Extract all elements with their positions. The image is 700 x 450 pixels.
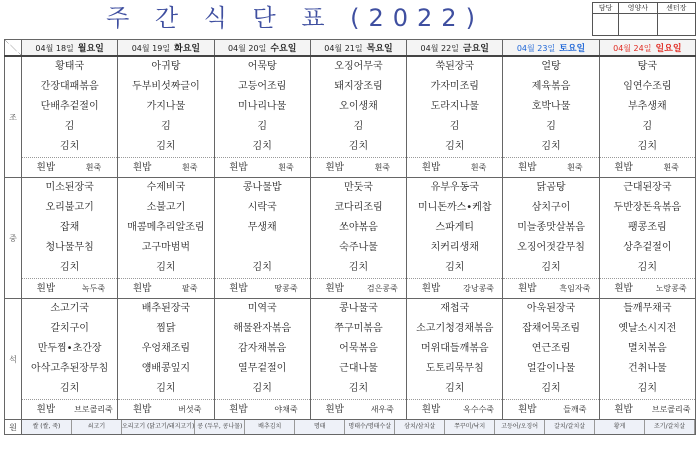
page-title: 주 간 식 단 표 (2022)	[106, 4, 484, 32]
menu-cell	[503, 299, 599, 420]
meal-row	[5, 178, 696, 299]
porridge-item: 옥수수죽	[463, 405, 495, 414]
menu-item: 스파게티	[435, 222, 475, 233]
menu-item: 황태국	[55, 61, 85, 72]
menu-item: 미역국	[247, 303, 277, 314]
porridge-item: 팥죽	[182, 284, 198, 293]
menu-item: 김	[161, 121, 171, 132]
menu-item: 근대나물	[339, 363, 378, 374]
meal-label: 석	[5, 299, 22, 420]
approval-sign-slot[interactable]	[657, 14, 695, 36]
rice-porridge-row	[22, 157, 117, 177]
menu-item: 소고기국	[50, 303, 89, 314]
menu-cell	[214, 56, 310, 178]
approval-box	[592, 2, 696, 36]
day-name: 화요일	[174, 44, 201, 54]
menu-item: 김	[353, 121, 364, 132]
rice-item: 흰밥	[421, 283, 441, 294]
rice-item: 흰밥	[518, 404, 537, 415]
menu-items	[22, 178, 117, 278]
menu-item: 간장대패볶음	[40, 81, 99, 92]
menu-item: 어묵탕	[247, 61, 277, 72]
menu-items	[600, 57, 695, 157]
rice-item: 흰밥	[421, 404, 441, 415]
menu-cell	[118, 178, 214, 299]
origin-row	[5, 420, 696, 435]
porridge-item: 흰죽	[182, 163, 198, 172]
menu-item: 김치	[348, 262, 369, 273]
day-name: 목요일	[366, 44, 393, 54]
menu-cell	[214, 178, 310, 299]
menu-item: 오이생채	[339, 101, 378, 112]
menu-items	[22, 57, 117, 157]
menu-item: 김치	[637, 383, 657, 394]
day-header	[407, 40, 503, 57]
menu-items	[407, 57, 502, 157]
menu-item: 김	[546, 121, 556, 132]
menu-item: 쑥된장국	[435, 61, 475, 72]
rice-item: 흰밥	[325, 162, 344, 173]
menu-cell	[310, 56, 406, 178]
rice-porridge-row	[600, 157, 695, 177]
origin-entry: 쌀 (쌀, 죽)	[22, 420, 72, 434]
origin-entry: 조기/갈치살	[645, 420, 695, 434]
corner-cell	[5, 40, 22, 57]
menu-item: 미소된장국	[45, 182, 94, 193]
approval-label: 담당	[593, 3, 619, 14]
meal-label: 중	[5, 178, 22, 299]
menu-items	[311, 57, 406, 157]
meal-row	[5, 299, 696, 420]
menu-item: 배추된장국	[141, 303, 191, 314]
menu-items	[600, 178, 695, 278]
menu-items	[215, 178, 310, 278]
menu-item: 매콤메추리알조림	[127, 222, 205, 233]
porridge-item: 브로콜리죽	[74, 405, 113, 414]
menu-items	[215, 299, 310, 399]
rice-item: 흰밥	[229, 404, 248, 415]
menu-item: 열무겉절이	[238, 363, 287, 374]
menu-item: 얼갈이나물	[526, 363, 576, 374]
rice-item: 흰밥	[421, 162, 441, 173]
menu-item: 우엉채조림	[141, 343, 191, 354]
origin-list	[22, 420, 695, 434]
day-header	[310, 40, 406, 57]
origin-entry: 오리고기 (닭고기/돼지고기)	[122, 420, 195, 434]
porridge-item: 흑임자죽	[559, 284, 591, 293]
day-date: 04월 20일	[227, 44, 267, 53]
menu-item: 김치	[59, 262, 80, 273]
menu-item	[215, 238, 310, 258]
menu-item: 팽콩조림	[628, 222, 667, 233]
rice-porridge-row	[215, 399, 310, 419]
origin-entry: 명태	[295, 420, 345, 434]
menu-item: 치커리생채	[430, 242, 479, 253]
menu-items	[311, 299, 406, 399]
menu-item: 재첩국	[440, 303, 470, 314]
origin-entry: 쭈꾸미/낙지	[445, 420, 495, 434]
menu-item: 도라지나물	[430, 101, 479, 112]
menu-item: 쏘야볶음	[339, 222, 378, 233]
rice-item: 흰밥	[132, 162, 152, 173]
menu-items	[407, 299, 502, 399]
menu-item: 갈치구이	[50, 323, 89, 334]
menu-item: 탕국	[637, 61, 657, 72]
rice-porridge-row	[22, 278, 117, 298]
day-date: 04월 22일	[420, 44, 459, 53]
menu-item: 감자채볶음	[238, 343, 287, 354]
approval-sign-slot[interactable]	[593, 14, 619, 36]
menu-item: 김치	[59, 141, 80, 152]
menu-item: 김치	[445, 141, 465, 152]
menu-item: 김치	[445, 383, 465, 394]
day-date: 04월 23일	[516, 44, 556, 53]
rice-item: 흰밥	[614, 283, 633, 294]
menu-item: 코다리조림	[334, 202, 383, 213]
rice-porridge-row	[600, 399, 695, 419]
menu-item: 제육볶음	[531, 81, 571, 92]
menu-item: 수제비국	[146, 182, 186, 193]
porridge-item: 흰죽	[470, 163, 487, 172]
menu-item: 들깨무채국	[623, 303, 672, 314]
menu-item: 머위대들깨볶음	[420, 343, 489, 354]
origin-entry: 삼치/삼치살	[395, 420, 445, 434]
menu-items	[215, 57, 310, 157]
menu-item: 찜닭	[156, 323, 176, 334]
menu-item: 가지나물	[146, 101, 186, 112]
menu-item: 부추생채	[628, 101, 667, 112]
porridge-item: 흰죽	[567, 163, 583, 172]
menu-item: 도토리묵무침	[425, 363, 484, 374]
menu-cell	[599, 56, 695, 178]
rice-item: 흰밥	[518, 162, 537, 173]
origin-entry: 갈치/갈치살	[545, 420, 595, 434]
day-name: 월요일	[77, 44, 104, 54]
menu-item: 김치	[252, 262, 272, 273]
porridge-item: 흰죽	[663, 163, 679, 172]
menu-cell	[22, 299, 118, 420]
rice-porridge-row	[215, 278, 310, 298]
menu-items	[118, 57, 213, 157]
menu-item: 멸치볶음	[628, 343, 667, 354]
menu-item: 김치	[156, 141, 176, 152]
meal-row	[5, 56, 696, 178]
rice-item: 흰밥	[36, 283, 55, 294]
menu-items	[503, 299, 598, 399]
menu-item: 근대된장국	[623, 182, 672, 193]
menu-item: 김치	[541, 141, 561, 152]
menu-item: 콩나물밥	[242, 182, 282, 193]
porridge-item: 브로콜리죽	[651, 405, 691, 414]
origin-info	[22, 420, 696, 435]
rice-porridge-row	[311, 157, 406, 177]
menu-item: 아욱된장국	[526, 303, 576, 314]
day-header	[22, 40, 118, 57]
day-name: 수요일	[270, 44, 297, 54]
origin-label: 원	[5, 420, 22, 435]
porridge-item: 흰죽	[85, 163, 102, 172]
menu-item: 미늘종맛살볶음	[517, 222, 585, 233]
rice-item: 흰밥	[614, 162, 633, 173]
porridge-item: 검은콩죽	[366, 284, 398, 293]
menu-item: 김	[642, 121, 653, 132]
menu-item: 김치	[541, 262, 561, 273]
menu-cell	[503, 56, 599, 178]
rice-item: 흰밥	[614, 404, 633, 415]
menu-items	[22, 299, 117, 399]
origin-entry: 쇠고기	[72, 420, 122, 434]
menu-item: 해물완자볶음	[233, 323, 292, 334]
porridge-item: 들깨죽	[563, 405, 587, 414]
day-header	[118, 40, 214, 57]
menu-body	[5, 56, 696, 435]
approval-sign-slot[interactable]	[619, 14, 657, 36]
origin-entry: 콩 (두부, 콩나물)	[195, 420, 245, 434]
rice-item: 흰밥	[229, 162, 248, 173]
menu-item: 잡채어묵조림	[522, 323, 581, 334]
menu-item: 연근조림	[531, 343, 571, 354]
day-name: 금요일	[462, 44, 489, 54]
menu-item: 숙주나물	[339, 242, 378, 253]
menu-cell	[503, 178, 599, 299]
menu-item: 옛날소시지전	[618, 323, 677, 334]
menu-item: 유부우동국	[430, 182, 479, 193]
day-header	[503, 40, 599, 57]
menu-item: 김	[449, 121, 460, 132]
rice-porridge-row	[503, 157, 598, 177]
day-date: 04월 21일	[324, 44, 363, 53]
porridge-item: 강낭콩죽	[463, 284, 495, 293]
porridge-item: 흰죽	[374, 163, 391, 172]
approval-label: 영양사	[619, 3, 657, 14]
menu-cell	[310, 178, 406, 299]
menu-items	[503, 178, 598, 278]
menu-item: 김치	[637, 262, 657, 273]
menu-cell	[310, 299, 406, 420]
menu-item: 오징어무국	[334, 61, 383, 72]
day-date: 04월 18일	[35, 44, 74, 53]
menu-item: 건취나물	[628, 363, 667, 374]
menu-item: 호박나물	[531, 101, 571, 112]
menu-item: 김치	[156, 262, 176, 273]
menu-item: 만둣국	[343, 182, 373, 193]
menu-item: 아삭고추된장무침	[31, 363, 109, 374]
menu-cell	[118, 299, 214, 420]
rice-item: 흰밥	[325, 404, 344, 415]
origin-entry: 고등어/오징어	[495, 420, 545, 434]
day-header	[214, 40, 310, 57]
rice-item: 흰밥	[132, 283, 152, 294]
menu-item: 김치	[59, 383, 80, 394]
menu-item: 시락국	[247, 202, 277, 213]
menu-item: 잡채	[59, 222, 80, 233]
menu-item: 닭곰탕	[536, 182, 566, 193]
menu-item: 오징어젓갈무침	[517, 242, 585, 253]
menu-items	[407, 178, 502, 278]
menu-item: 상추겉절이	[623, 242, 672, 253]
menu-item: 두부비섯짜글이	[132, 81, 200, 92]
menu-item: 얭배콩잎지	[141, 363, 191, 374]
origin-entry: 황게	[595, 420, 645, 434]
menu-items	[118, 299, 213, 399]
rice-porridge-row	[407, 278, 502, 298]
menu-item: 오리불고기	[45, 202, 94, 213]
porridge-item: 노랑콩죽	[655, 284, 687, 293]
header-row	[5, 40, 696, 57]
menu-item: 미나리나물	[238, 101, 287, 112]
rice-item: 흰밥	[132, 404, 152, 415]
porridge-item: 새우죽	[370, 405, 394, 414]
meal-label: 조	[5, 56, 22, 178]
menu-item: 김치	[348, 141, 369, 152]
menu-cell	[407, 299, 503, 420]
rice-item: 흰밥	[518, 283, 537, 294]
menu-item: 어묵볶음	[339, 343, 378, 354]
menu-item: 김치	[541, 383, 561, 394]
rice-porridge-row	[407, 157, 502, 177]
rice-porridge-row	[118, 399, 213, 419]
menu-item: 콩나물국	[339, 303, 378, 314]
menu-item: 김치	[156, 383, 176, 394]
menu-cell	[599, 299, 695, 420]
menu-item: 소고기청경채볶음	[416, 323, 494, 334]
rice-porridge-row	[407, 399, 502, 419]
menu-cell	[214, 299, 310, 420]
day-date: 04월 19일	[131, 44, 171, 53]
porridge-item: 흰죽	[278, 163, 294, 172]
menu-cell	[118, 56, 214, 178]
menu-item: 가자미조림	[430, 81, 479, 92]
menu-item: 김치	[252, 383, 272, 394]
day-date: 04월 24일	[613, 44, 652, 53]
menu-items	[600, 299, 695, 399]
origin-entry: 배추김치	[245, 420, 295, 434]
menu-item: 김	[257, 121, 268, 132]
menu-cell	[599, 178, 695, 299]
menu-item: 삼치구이	[531, 202, 571, 213]
rice-porridge-row	[118, 278, 213, 298]
rice-porridge-row	[503, 278, 598, 298]
day-name: 토요일	[559, 44, 586, 54]
menu-cell	[22, 178, 118, 299]
menu-items	[118, 178, 213, 278]
origin-entry: 명태수/명태수살	[345, 420, 395, 434]
menu-item: 아귀탕	[151, 61, 181, 72]
rice-item: 흰밥	[229, 283, 248, 294]
menu-item: 고구마범벅	[141, 242, 191, 253]
menu-item: 청나물무침	[45, 242, 94, 253]
porridge-item: 땅콩죽	[274, 284, 298, 293]
menu-cell	[22, 56, 118, 178]
day-name: 일요일	[655, 44, 682, 54]
menu-item: 소불고기	[146, 202, 186, 213]
rice-item: 흰밥	[36, 162, 55, 173]
rice-porridge-row	[600, 278, 695, 298]
menu-cell	[407, 178, 503, 299]
menu-item: 고등어조림	[238, 81, 287, 92]
menu-item: 단배추겉절이	[40, 101, 99, 112]
menu-items	[311, 178, 406, 278]
weekly-menu-table	[4, 39, 696, 435]
rice-porridge-row	[311, 278, 406, 298]
menu-item: 김치	[445, 262, 465, 273]
menu-item: 김치	[637, 141, 657, 152]
menu-item: 임연수조림	[623, 81, 672, 92]
menu-item: 김치	[348, 383, 369, 394]
menu-item: 돼지장조림	[334, 81, 383, 92]
menu-item: 무생채	[247, 222, 277, 233]
menu-item: 두반장돈육볶음	[613, 202, 682, 213]
porridge-item: 야채죽	[274, 405, 298, 414]
porridge-item: 녹두죽	[81, 284, 106, 293]
menu-item: 얼탕	[541, 61, 561, 72]
rice-porridge-row	[215, 157, 310, 177]
approval-label: 센터장	[657, 3, 695, 14]
day-header	[599, 40, 695, 57]
rice-item: 흰밥	[325, 283, 344, 294]
rice-porridge-row	[22, 399, 117, 419]
menu-item: 쭈구미볶음	[334, 323, 383, 334]
rice-item: 흰밥	[36, 404, 55, 415]
menu-item: 만두찜•초간장	[37, 343, 102, 354]
rice-porridge-row	[118, 157, 213, 177]
menu-item: 미니돈까스•케찹	[418, 202, 492, 213]
porridge-item: 버섯죽	[178, 405, 202, 414]
menu-items	[503, 57, 598, 157]
rice-porridge-row	[503, 399, 598, 419]
menu-item: 김치	[252, 141, 272, 152]
menu-cell	[407, 56, 503, 178]
menu-item: 김	[64, 121, 75, 132]
rice-porridge-row	[311, 399, 406, 419]
